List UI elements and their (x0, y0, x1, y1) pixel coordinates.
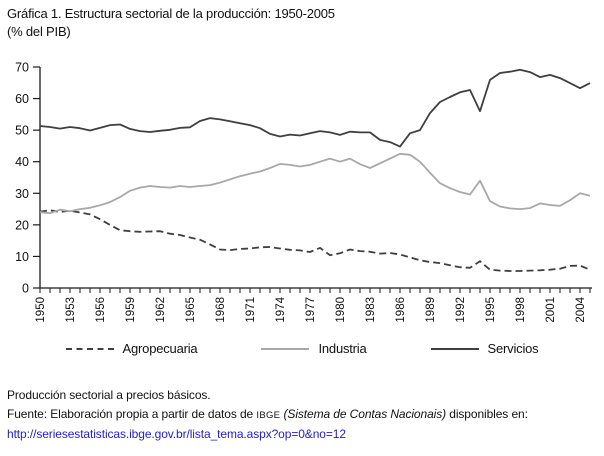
light-line-swatch-icon (261, 348, 309, 350)
x-tick-label: 1965 (185, 297, 197, 323)
note-production-basis: Producción sectorial a precios básicos. (7, 388, 211, 402)
series-line-industria (40, 154, 590, 213)
x-axis-ticks (35, 288, 590, 323)
ibge-label: IBGE (256, 410, 281, 422)
x-tick-label: 1956 (95, 297, 107, 323)
x-tick-label: 1995 (485, 297, 497, 323)
y-tick-label: 20 (15, 218, 29, 233)
series-line-servicios (40, 70, 590, 147)
x-tick-label: 1986 (395, 297, 407, 323)
x-tick-label: 1959 (125, 297, 137, 323)
dark-line-swatch-icon (431, 348, 479, 350)
y-tick-label: 30 (15, 186, 29, 201)
source-link[interactable]: http://seriesestatisticas.ibge.gov.br/lista_tema.aspx?op=0&no=12 (7, 426, 346, 441)
source-publication-italic: (Sistema de Contas Nacionais) (280, 407, 447, 422)
x-tick-label: 1974 (275, 297, 287, 323)
legend-item-industria (261, 341, 366, 356)
x-tick-label: 1968 (215, 297, 227, 323)
x-tick-label: 1989 (425, 297, 437, 323)
figure-footnotes (7, 386, 528, 444)
x-tick-label: 1950 (35, 297, 47, 323)
source-text: Fuente: Elaboración propia a partir de datos de (7, 407, 257, 422)
legend-item-servicios (431, 341, 539, 356)
axes (40, 67, 592, 288)
dashed-line-swatch-icon (66, 348, 114, 350)
y-axis-ticks (15, 61, 40, 296)
x-tick-label: 2001 (545, 297, 557, 323)
source-link-row (7, 425, 528, 444)
x-tick-label: 1992 (455, 297, 467, 323)
y-tick-label: 0 (22, 281, 29, 296)
x-tick-label: 1980 (335, 297, 347, 323)
chart-legend (0, 341, 604, 356)
line-chart-canvas (0, 52, 604, 332)
chart-title: Gráfica 1. Estructura sectorial de la producción: 1950-2005 (7, 6, 335, 21)
x-tick-label: 1953 (65, 297, 77, 323)
x-tick-label: 2004 (575, 297, 587, 323)
legend-label-agropecuaria: Agropecuaria (122, 341, 198, 356)
source-text-suffix: disponibles en: (446, 407, 528, 422)
x-tick-label: 1971 (245, 297, 257, 323)
y-tick-label: 40 (15, 155, 29, 170)
y-tick-label: 50 (15, 123, 29, 138)
chart-units-subtitle: (% del PIB) (7, 24, 71, 39)
y-tick-label: 70 (15, 60, 29, 75)
legend-item-agropecuaria (66, 341, 198, 356)
legend-label-servicios: Servicios (487, 341, 539, 356)
y-tick-label: 10 (15, 249, 29, 264)
y-tick-label: 60 (15, 92, 29, 107)
x-tick-label: 1998 (515, 297, 527, 323)
legend-label-industria: Industria (318, 341, 367, 356)
sectoral-structure-line-chart (0, 52, 604, 332)
series-line-agropecuaria (40, 210, 590, 271)
note-source (7, 405, 528, 424)
x-tick-label: 1977 (305, 297, 317, 323)
x-tick-label: 1962 (155, 297, 167, 323)
x-tick-label: 1983 (365, 297, 377, 323)
